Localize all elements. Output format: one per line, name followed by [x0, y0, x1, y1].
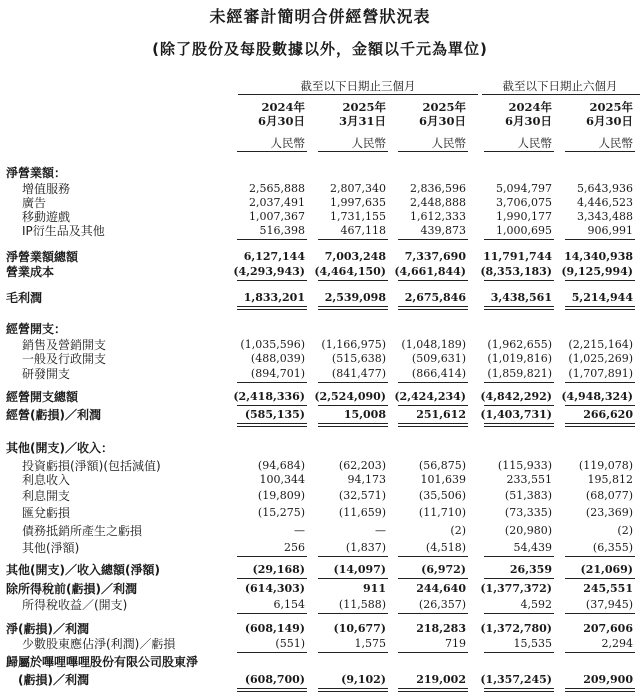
- column-year: 2024年: [508, 100, 552, 114]
- row-value: (608,149): [244, 622, 305, 635]
- table-row: [0, 506, 640, 520]
- subtotal-underline: [318, 578, 388, 579]
- column-header-2: [306, 100, 386, 128]
- row-label: 淨營業額總額: [6, 250, 79, 264]
- row-value: 100,344: [259, 473, 305, 486]
- total-double-underline: [398, 423, 468, 427]
- total-double-underline: [318, 688, 388, 692]
- total-double-underline: [237, 688, 307, 692]
- row-value: 439,873: [420, 224, 466, 237]
- row-value: (6,972): [421, 563, 466, 576]
- row-value: (1,025,269): [568, 352, 633, 365]
- row-value: 906,991: [587, 224, 633, 237]
- column-header-underline: [398, 151, 468, 152]
- table-row: [0, 524, 640, 538]
- row-label: 除所得稅前(虧損)／利潤: [6, 582, 137, 596]
- row-value: 516,398: [259, 224, 305, 237]
- subtotal-underline: [565, 578, 635, 579]
- row-value: 3,438,561: [490, 291, 552, 304]
- row-value: 2,807,340: [330, 182, 386, 195]
- row-value: (21,069): [580, 563, 633, 576]
- row-value: 14,340,938: [564, 250, 633, 263]
- subtotal-underline: [565, 405, 635, 406]
- table-row: [0, 673, 640, 687]
- row-label: 淨營業額：: [6, 166, 67, 180]
- column-year: 2024年: [261, 100, 305, 114]
- row-value: (509,631): [411, 352, 466, 365]
- row-label: 其他(開支)／收入：: [6, 441, 113, 455]
- row-value: (1,372,780): [480, 622, 552, 635]
- total-double-underline: [237, 423, 307, 427]
- row-value: (35,506): [418, 489, 466, 502]
- table-row: [0, 182, 640, 196]
- row-value: (841,477): [331, 367, 386, 380]
- row-value: (2,524,090): [314, 390, 386, 403]
- table-row: [0, 637, 640, 651]
- column-currency: 人民幣: [598, 136, 633, 150]
- table-row: [0, 196, 640, 210]
- row-value: (20,980): [504, 524, 552, 537]
- subtotal-underline: [237, 578, 307, 579]
- table-row: [0, 408, 640, 422]
- row-value: 6,127,144: [243, 250, 305, 263]
- row-value: 11,791,744: [483, 250, 552, 263]
- row-value: (866,414): [411, 367, 466, 380]
- row-value: 209,900: [583, 673, 633, 686]
- row-value: (119,078): [578, 459, 633, 472]
- table-row: [0, 224, 640, 238]
- row-label: 其他(淨額): [22, 541, 80, 555]
- row-value: 195,812: [587, 473, 633, 486]
- table-row: [0, 655, 640, 669]
- table-row: [0, 352, 640, 366]
- table-row: [0, 166, 640, 180]
- total-double-underline: [484, 306, 554, 310]
- column-header-1: [225, 100, 305, 128]
- row-value: (11,659): [338, 506, 386, 519]
- row-value: 1,731,155: [330, 210, 386, 223]
- subtotal-underline: [237, 239, 307, 240]
- table-row: [0, 489, 640, 503]
- column-header-3: [386, 100, 466, 128]
- row-value: 94,173: [347, 473, 386, 486]
- subtotal-underline: [237, 613, 307, 614]
- row-value: (11,710): [418, 506, 466, 519]
- row-value: (608,700): [244, 673, 305, 686]
- row-value: (2,418,336): [233, 390, 305, 403]
- subtotal-underline: [398, 578, 468, 579]
- row-value: 3,706,075: [496, 196, 552, 209]
- row-label: 增值服務: [22, 182, 71, 196]
- table-row: [0, 541, 640, 555]
- row-value: (1,377,372): [480, 582, 552, 595]
- table-row: [0, 441, 640, 455]
- row-value: (73,335): [504, 506, 552, 519]
- row-value: (1,707,891): [568, 367, 633, 380]
- row-label: 淨(虧損)／利潤: [6, 622, 89, 636]
- row-value: 1,007,367: [249, 210, 305, 223]
- subtotal-underline: [398, 382, 468, 383]
- row-value: 218,283: [416, 622, 466, 635]
- row-value: (1,859,821): [487, 367, 552, 380]
- row-value: (4,518): [425, 541, 466, 554]
- row-value: (56,875): [418, 459, 466, 472]
- row-label: 研發開支: [22, 367, 71, 381]
- row-value: (9,125,994): [561, 265, 633, 278]
- column-date: 6月30日: [585, 114, 633, 128]
- row-value: 256: [284, 541, 305, 554]
- column-header-underline: [565, 151, 635, 152]
- row-value: (1,166,975): [321, 338, 386, 351]
- row-label: 銷售及營銷開支: [22, 338, 107, 352]
- column-header-underline: [484, 151, 554, 152]
- row-value: 219,002: [416, 673, 466, 686]
- subtotal-underline: [237, 652, 307, 653]
- row-label: 經營開支：: [6, 322, 67, 336]
- row-label: 毛利潤: [6, 291, 43, 305]
- row-value: (1,357,245): [480, 673, 552, 686]
- row-label: 所得稅收益／(開支): [22, 598, 128, 612]
- total-double-underline: [398, 688, 468, 692]
- total-double-underline: [565, 423, 635, 427]
- column-date: 6月30日: [418, 114, 466, 128]
- total-double-underline: [398, 306, 468, 310]
- row-value: 6,154: [273, 598, 305, 611]
- row-label: 經營(虧損)／利潤: [6, 408, 101, 422]
- subtotal-underline: [484, 382, 554, 383]
- column-year: 2025年: [342, 100, 386, 114]
- row-value: (62,203): [338, 459, 386, 472]
- row-value: 26,359: [509, 563, 552, 576]
- subtotal-underline: [237, 382, 307, 383]
- row-value: (26,357): [418, 598, 466, 611]
- row-label: 廣告: [22, 196, 47, 210]
- subtotal-underline: [565, 652, 635, 653]
- subtotal-underline: [318, 239, 388, 240]
- table-row: [0, 390, 640, 404]
- row-value: (51,383): [504, 489, 552, 502]
- row-value: (488,039): [250, 352, 305, 365]
- subtotal-underline: [565, 382, 635, 383]
- row-value: (4,948,324): [561, 390, 633, 403]
- subtotal-underline: [318, 382, 388, 383]
- row-value: (29,168): [252, 563, 305, 576]
- table-row: [0, 338, 640, 352]
- column-date: 3月31日: [338, 114, 386, 128]
- row-value: (2,424,234): [394, 390, 466, 403]
- statement-subtitle: (除了股份及每股數據以外，金額以千元為單位): [152, 40, 488, 58]
- row-value: 251,612: [416, 408, 466, 421]
- row-value: (1,962,655): [487, 338, 552, 351]
- table-row: [0, 210, 640, 224]
- subtotal-underline: [318, 556, 388, 557]
- row-value: 719: [445, 637, 466, 650]
- row-value: 2,565,888: [249, 182, 305, 195]
- row-value: (2,215,164): [568, 338, 633, 351]
- row-label: 利息開支: [22, 489, 71, 503]
- row-value: 233,551: [506, 473, 552, 486]
- row-value: 3,343,488: [577, 210, 633, 223]
- row-value: (68,077): [585, 489, 633, 502]
- column-header-4: [472, 100, 552, 128]
- table-row: [0, 622, 640, 636]
- row-value: 1,575: [354, 637, 386, 650]
- row-value: 101,639: [420, 473, 466, 486]
- row-value: (4,464,150): [314, 265, 386, 278]
- total-double-underline: [484, 688, 554, 692]
- total-double-underline: [484, 423, 554, 427]
- total-double-underline: [318, 306, 388, 310]
- row-value: 911: [363, 582, 386, 595]
- table-row: [0, 563, 640, 577]
- row-value: (894,701): [250, 367, 305, 380]
- row-value: 54,439: [513, 541, 552, 554]
- row-value: (14,097): [333, 563, 386, 576]
- row-label: 匯兌虧損: [22, 506, 71, 520]
- subtotal-underline: [484, 613, 554, 614]
- subtotal-underline: [398, 239, 468, 240]
- row-value: 5,214,944: [571, 291, 633, 304]
- subtotal-underline: [565, 613, 635, 614]
- table-row: [0, 367, 640, 381]
- row-value: (1,035,596): [240, 338, 305, 351]
- subtotal-underline: [237, 280, 307, 281]
- row-label: 少數股東應佔淨(利潤)／虧損: [22, 637, 176, 651]
- row-value: 4,592: [520, 598, 552, 611]
- subtotal-underline: [484, 578, 554, 579]
- column-header-underline: [237, 151, 307, 152]
- table-row: [0, 598, 640, 612]
- row-value: 15,008: [343, 408, 386, 421]
- subtotal-underline: [484, 405, 554, 406]
- row-value: 244,640: [416, 582, 466, 595]
- row-label: 經營開支總額: [6, 390, 79, 404]
- row-label: 一般及行政開支: [22, 352, 107, 366]
- row-value: 207,606: [583, 622, 633, 635]
- row-value: (1,048,189): [401, 338, 466, 351]
- column-header-underline: [318, 151, 388, 152]
- row-value: 1,612,333: [410, 210, 466, 223]
- row-value: (94,684): [257, 459, 305, 472]
- group-header-six-months: 截至以下日期止六個月: [502, 79, 618, 93]
- row-value: 266,620: [583, 408, 633, 421]
- row-value: (1,403,731): [480, 408, 552, 421]
- table-row: [0, 322, 640, 336]
- row-value: 2,675,846: [404, 291, 466, 304]
- column-header-5: [553, 100, 633, 128]
- row-label: 債務抵銷所產生之虧損: [22, 524, 143, 538]
- row-value: (9,102): [341, 673, 386, 686]
- column-date: 6月30日: [257, 114, 305, 128]
- total-double-underline: [237, 306, 307, 310]
- row-value: (10,677): [333, 622, 386, 635]
- subtotal-underline: [318, 613, 388, 614]
- column-currency: 人民幣: [270, 136, 305, 150]
- row-value: (15,275): [257, 506, 305, 519]
- subtotal-underline: [318, 652, 388, 653]
- column-currency: 人民幣: [431, 136, 466, 150]
- row-value: (8,353,183): [480, 265, 552, 278]
- row-value: 7,337,690: [404, 250, 466, 263]
- row-value: 2,294: [601, 637, 633, 650]
- row-value: 1,997,635: [330, 196, 386, 209]
- row-value: (37,945): [585, 598, 633, 611]
- table-row: [0, 250, 640, 264]
- subtotal-underline: [318, 280, 388, 281]
- row-value: (2): [450, 524, 466, 537]
- statement-title: 未經審計簡明合併經營狀況表: [209, 7, 431, 26]
- row-value: 2,539,098: [324, 291, 386, 304]
- subtotal-underline: [398, 405, 468, 406]
- row-label: 其他(開支)／收入總額(淨額): [6, 563, 160, 577]
- row-value: —: [294, 524, 305, 537]
- row-value: (515,638): [331, 352, 386, 365]
- row-label: 投資虧損(淨額)(包括減值): [22, 459, 161, 473]
- subtotal-underline: [484, 652, 554, 653]
- row-value: 245,551: [583, 582, 633, 595]
- column-currency: 人民幣: [351, 136, 386, 150]
- group-header-three-months: 截至以下日期止三個月: [300, 79, 416, 93]
- column-year: 2025年: [589, 100, 633, 114]
- row-label: 營業成本: [6, 265, 55, 279]
- row-value: 5,094,797: [496, 182, 552, 195]
- row-value: 1,833,201: [243, 291, 305, 304]
- subtotal-underline: [398, 280, 468, 281]
- subtotal-underline: [484, 280, 554, 281]
- subtotal-underline: [398, 613, 468, 614]
- row-value: (585,135): [244, 408, 305, 421]
- table-row: [0, 473, 640, 487]
- row-value: (4,842,292): [480, 390, 552, 403]
- row-value: (19,809): [257, 489, 305, 502]
- row-label: 利息收入: [22, 473, 71, 487]
- row-value: 5,643,936: [577, 182, 633, 195]
- total-double-underline: [565, 688, 635, 692]
- row-value: 2,448,888: [410, 196, 466, 209]
- subtotal-underline: [565, 280, 635, 281]
- subtotal-underline: [484, 556, 554, 557]
- row-value: (6,355): [592, 541, 633, 554]
- row-value: (11,588): [338, 598, 386, 611]
- subtotal-underline: [237, 405, 307, 406]
- column-currency: 人民幣: [517, 136, 552, 150]
- row-value: 7,003,248: [324, 250, 386, 263]
- row-value: (1,837): [345, 541, 386, 554]
- group-underline-six-months: [482, 94, 640, 95]
- row-value: —: [375, 524, 386, 537]
- group-underline-three-months: [238, 94, 478, 95]
- subtotal-underline: [318, 405, 388, 406]
- row-value: (551): [275, 637, 305, 650]
- row-value: (115,933): [497, 459, 552, 472]
- row-value: (2): [617, 524, 633, 537]
- table-row: [0, 291, 640, 305]
- row-value: 2,836,596: [410, 182, 466, 195]
- subtotal-underline: [237, 556, 307, 557]
- row-label: IP衍生品及其他: [22, 224, 105, 238]
- row-label: 移動遊戲: [22, 210, 71, 224]
- subtotal-underline: [398, 652, 468, 653]
- row-value: 4,446,523: [577, 196, 633, 209]
- subtotal-underline: [398, 556, 468, 557]
- subtotal-underline: [565, 239, 635, 240]
- row-value: 1,990,177: [496, 210, 552, 223]
- row-value: (32,571): [338, 489, 386, 502]
- column-date: 6月30日: [504, 114, 552, 128]
- row-value: (4,661,844): [394, 265, 466, 278]
- row-value: (1,019,816): [487, 352, 552, 365]
- row-value: 2,037,491: [249, 196, 305, 209]
- table-row: [0, 459, 640, 473]
- subtotal-underline: [484, 239, 554, 240]
- row-value: 1,000,695: [496, 224, 552, 237]
- total-double-underline: [318, 423, 388, 427]
- row-value: (4,293,943): [233, 265, 305, 278]
- row-value: 15,535: [513, 637, 552, 650]
- table-row: [0, 265, 640, 279]
- table-row: [0, 582, 640, 596]
- row-value: (614,303): [244, 582, 305, 595]
- row-value: (23,369): [585, 506, 633, 519]
- subtotal-underline: [565, 556, 635, 557]
- row-label: 歸屬於嗶哩嗶哩股份有限公司股東淨: [6, 655, 199, 669]
- total-double-underline: [565, 306, 635, 310]
- row-value: 467,118: [340, 224, 386, 237]
- row-label: (虧損)／利潤: [18, 673, 89, 687]
- column-year: 2025年: [422, 100, 466, 114]
